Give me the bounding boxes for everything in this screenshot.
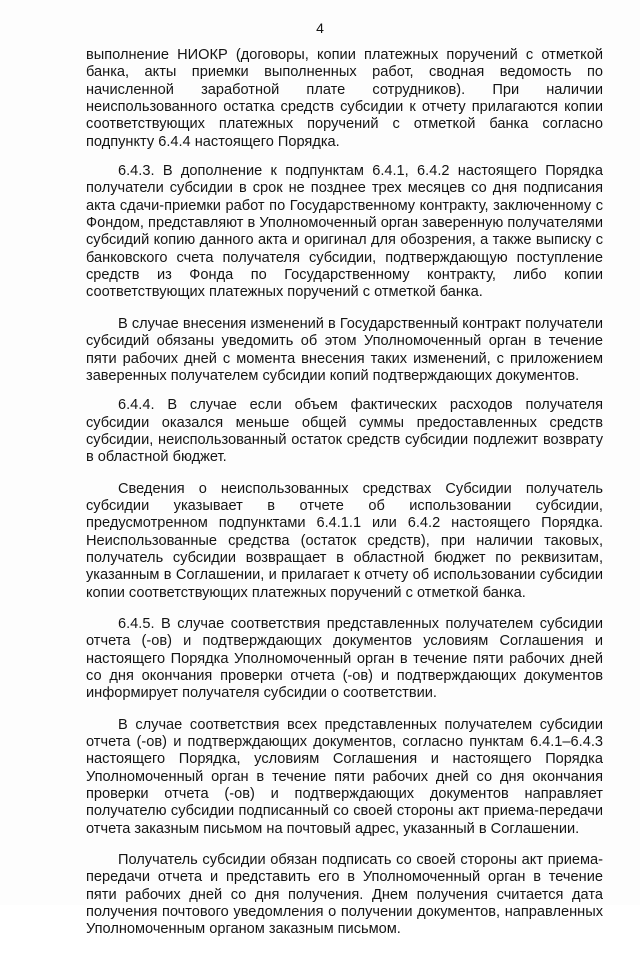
paragraph-all-reports-compliance: В случае соответствия всех представленных получателем субсидии отчета (-ов) и подтверждающих документов, согласно пунктам 6.4.1–6.4.3 настоящего Порядка, условиям Соглашения и настоящего Порядка Уполномоченный орган в течение пяти рабочих дней со дня окончания проверки отчета (-ов) и подтверждающих документов направляет получателю субсидии подписанный со своей стороны акт приема-передачи отчета заказным письмом на почтовый адрес, указанный в Соглашении. xyxy=(86,716,603,837)
paragraph-continued-niokr: выполнение НИОКР (договоры, копии платежных поручений с отметкой банка, акты приемки выполненных работ, сводная ведомость по начисленной заработной плате сотрудников). При наличии неиспользованного остатка средств субсидии к отчету прилагаются копии соответствующих платежных поручений с отметкой банка согласно подпункту 6.4.4 настоящего Порядка. xyxy=(86,47,603,150)
paragraph-6-4-5: 6.4.5. В случае соответствия представленных получателем субсидии отчета (-ов) и подтверждающих документов условиям Соглашения и настоящего Порядка Уполномоченный орган в течение пяти рабочих дней со дня окончания проверки отчета (-ов) и подтверждающих документов информирует получателя субсидии о соответствии. xyxy=(86,615,603,702)
paragraph-unused-funds: Сведения о неиспользованных средствах Субсидии получатель субсидии указывает в отчете об использовании субсидии, предусмотренном подпунктами 6.4.1.1 или 6.4.2 настоящего Порядка. Неиспользованные средства (остаток средств), при наличии таковых, получатель субсидии возвращает в областной бюджет по реквизитам, указанным в Соглашении, и прилагает к отчету об использовании субсидии копии соответствующих платежных поручений с отметкой банка. xyxy=(86,480,603,601)
paragraph-contract-changes: В случае внесения изменений в Государственный контракт получатели субсидий обязаны уведомить об этом Уполномоченный орган в течение пяти рабочих дней с момента внесения таких изменений, с приложением заверенных получателем субсидии копий подтверждающих документов. xyxy=(86,315,603,384)
paragraph-6-4-4: 6.4.4. В случае если объем фактических расходов получателя субсидии оказался меньше общей суммы предоставленных средств субсидии, неиспользованный остаток средств субсидии подлежит возврату в областной бюджет. xyxy=(86,397,603,466)
document-body xyxy=(86,47,603,953)
paragraph-6-4-3: 6.4.3. В дополнение к подпунктам 6.4.1, 6.4.2 настоящего Порядка получатели субсидии в срок не позднее трех месяцев со дня подписания акта сдачи-приемки работ по Государственному контракту, заключенному с Фондом, представляют в Уполномоченный орган заверенную получателями субсидий копию данного акта и оригинал для обозрения, а также выписку с банковского счета получателя субсидии, подтверждающую поступление средств из Фонда по Государственному контракту, либо копии соответствующих платежных поручений с отметкой банка. xyxy=(86,163,603,301)
page-number: 4 xyxy=(316,20,324,36)
paragraph-recipient-obligation: Получатель субсидии обязан подписать со своей стороны акт приема-передачи отчета и представить его в Уполномоченный орган в течение пяти рабочих дней со дня получения. Днем получения считается дата получения почтового уведомления о получении документов, направленных Уполномоченным органом заказным письмом. xyxy=(86,852,603,938)
